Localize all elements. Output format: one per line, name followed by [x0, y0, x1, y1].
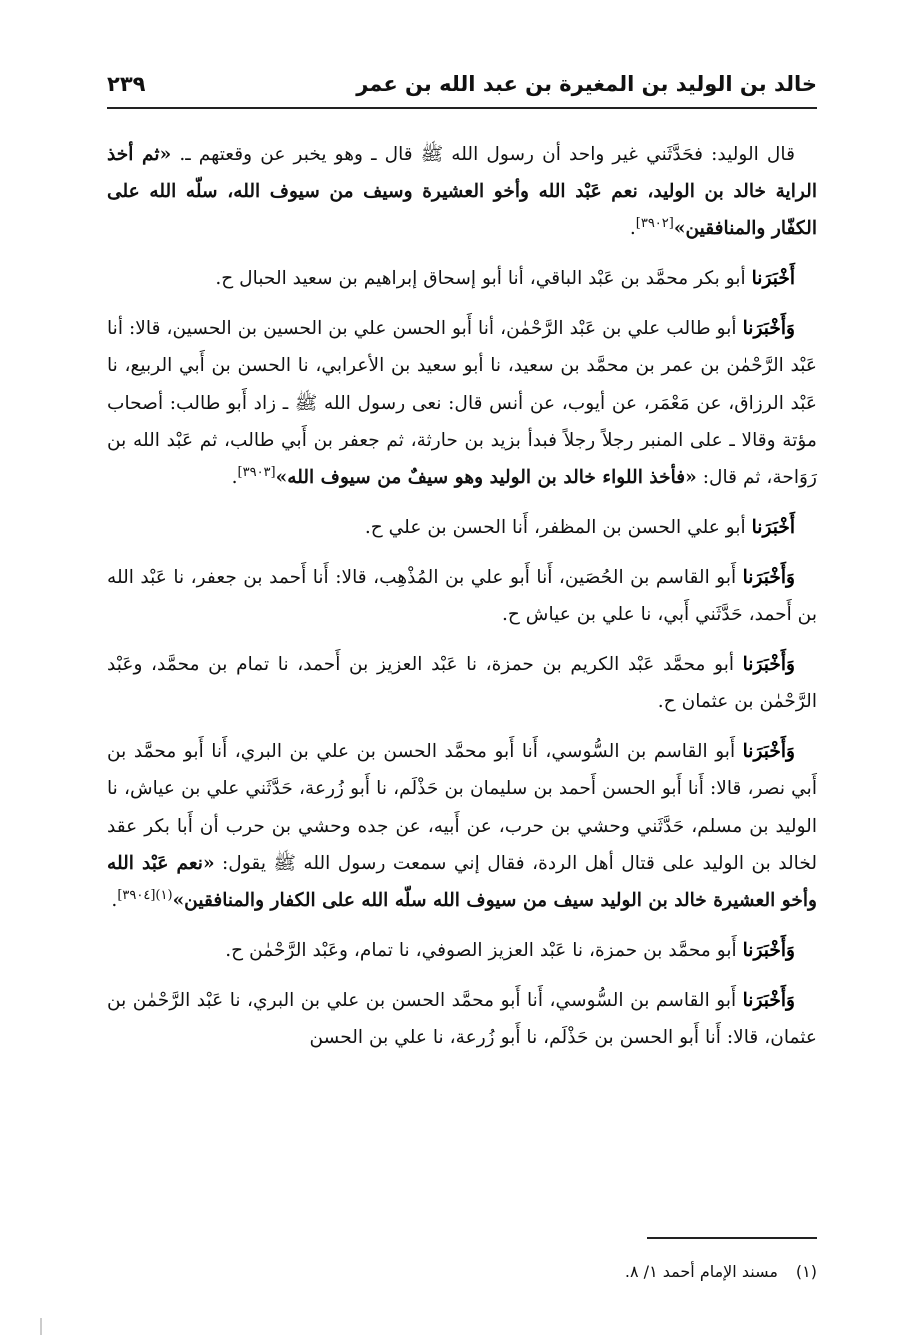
- paragraph: [107, 932, 817, 969]
- punctuation: .: [231, 466, 238, 488]
- chain-text: أَبو القاسم بن الحُصَين، أَنا أَبو علي بن المُذْهِب، قالا: أَنا أَحمد بن جعفر، نا عَبْد الله بن أَحمد، حَدَّثَني أَبي، نا علي بن عياش ح.: [107, 566, 817, 626]
- chain-text: أبو بكر محمَّد بن عَبْد الباقي، أنا أبو إسحاق إبراهيم بن سعيد الحبال ح.: [215, 268, 752, 290]
- chain-keyword: وَأَخْبَرَنا: [742, 318, 795, 340]
- paragraph: [107, 509, 817, 546]
- punctuation: .: [111, 889, 118, 911]
- chain-keyword: وَأَخْبَرَنا: [742, 566, 795, 588]
- narration-text: قال الوليد: فحَدَّثَني غير واحد أن رسول الله ﷺ قال ـ وهو يخبر عن وقعتهم ـ.: [179, 144, 795, 165]
- footnote-text: مسند الإمام أحمد ١/ ٨.: [624, 1262, 778, 1281]
- page-number: ٢٣٩: [107, 72, 146, 96]
- footnote: [625, 1262, 817, 1281]
- chain-keyword: وَأَخْبَرَنا: [742, 989, 795, 1011]
- footnote-divider: [647, 1237, 817, 1239]
- hadith-number: [٣٩٠٢]: [635, 216, 674, 231]
- paragraph: [107, 646, 817, 720]
- hadith-quote: «فأخذ اللواء خالد بن الوليد وهو سيفٌ من سيوف الله»: [275, 466, 697, 488]
- footnote-number: (١): [795, 1262, 817, 1281]
- chain-keyword: وَأَخْبَرَنا: [742, 939, 795, 961]
- paragraph: [107, 559, 817, 633]
- hadith-quote: «ثم أخذ الراية خالد بن الوليد، نعم عَبْد الله وأخو العشيرة وسيف من سيوف الله، سلّه الله على الكفّار والمنافقين»: [107, 144, 817, 240]
- chain-keyword: أَخْبَرَنا: [751, 268, 795, 290]
- running-title: خالد بن الوليد بن المغيرة بن عبد الله بن عمر: [356, 72, 817, 96]
- chain-text: أَبو القاسم بن السُّوسي، أَنا أَبو محمَّد الحسن بن علي بن البري، أَنا أَبو محمَّد بن أَبي نصر، قالا: أَنا أَبو الحسن أَحمد بن سليمان بن حَذْلَم، نا أَبو زُرعة، حَدَّثَني علي بن عياش، نا الوليد بن مسلم، حَدَّثَني وحشي بن حرب، عن أَبيه، عن جده وحشي بن حرب أن أَبا بكر عقد لخالد بن الوليد على قتال أهل الردة، فقال إني سمعت رسول الله ﷺ يقول:: [107, 741, 817, 874]
- page-header: [107, 68, 817, 108]
- punctuation: .: [629, 218, 636, 240]
- hadith-number: (١)[٣٩٠٤]: [117, 887, 173, 903]
- paragraph: [107, 310, 817, 495]
- header-divider: [107, 107, 817, 109]
- paragraph: [107, 733, 817, 918]
- main-text: [107, 136, 817, 1056]
- scan-edge-mark: [40, 1318, 42, 1335]
- chain-keyword: وَأَخْبَرَنا: [742, 654, 795, 676]
- hadith-quote: «نعم عَبْد الله وأخو العشيرة خالد بن الوليد سيف من سيوف الله سلّه الله على الكفار والمنافقين»: [107, 852, 817, 911]
- paragraph: [107, 982, 817, 1056]
- hadith-number: [٣٩٠٣]: [237, 464, 276, 480]
- paragraph: [107, 260, 817, 297]
- chain-text: أَبو محمَّد بن حمزة، نا عَبْد العزيز الصوفي، نا تمام، وعَبْد الرَّحْمٰن ح.: [225, 939, 743, 961]
- chain-text: أبو علي الحسن بن المظفر، أَنا الحسن بن علي ح.: [364, 516, 752, 538]
- paragraph: [107, 136, 817, 247]
- chain-text: أَبو القاسم بن السُّوسي، أَنا أَبو محمَّد الحسن بن علي بن البري، نا عَبْد الرَّحْمٰن بن عثمان، قالا: أَنا أَبو الحسن بن حَذْلَم، نا أَبو زُرعة، نا علي بن الحسن: [107, 989, 817, 1048]
- chain-keyword: أَخْبَرَنا: [751, 516, 795, 538]
- chain-text: أبو طالب علي بن عَبْد الرَّحْمٰن، أنا أَبو الحسن علي بن الحسين بن الحسين، قالا: أنا عَبْد الرَّحْمٰن بن عمر بن محمَّد بن سعيد، نا أبو سعيد بن الأعرابي، نا الحسن بن أَبي الربيع، نا عَبْد الرزاق، عن مَعْمَر، عن أيوب، عن أنس قال: نعى رسول الله ﷺ ـ زاد أَبو طالب: أصحاب مؤتة وقالا ـ على المنبر رجلاً رجلاً فبدأ بزيد بن حارثة، ثم جعفر بن أَبي طالب، ثم عَبْد الله بن رَوَاحة، ثم قال:: [107, 318, 817, 488]
- chain-keyword: وَأَخْبَرَنا: [742, 741, 795, 763]
- chain-text: أبو محمَّد عَبْد الكريم بن حمزة، نا عَبْد العزيز بن أَحمد، نا تمام بن محمَّد، وعَبْد الرَّحْمٰن بن عثمان ح.: [107, 654, 817, 713]
